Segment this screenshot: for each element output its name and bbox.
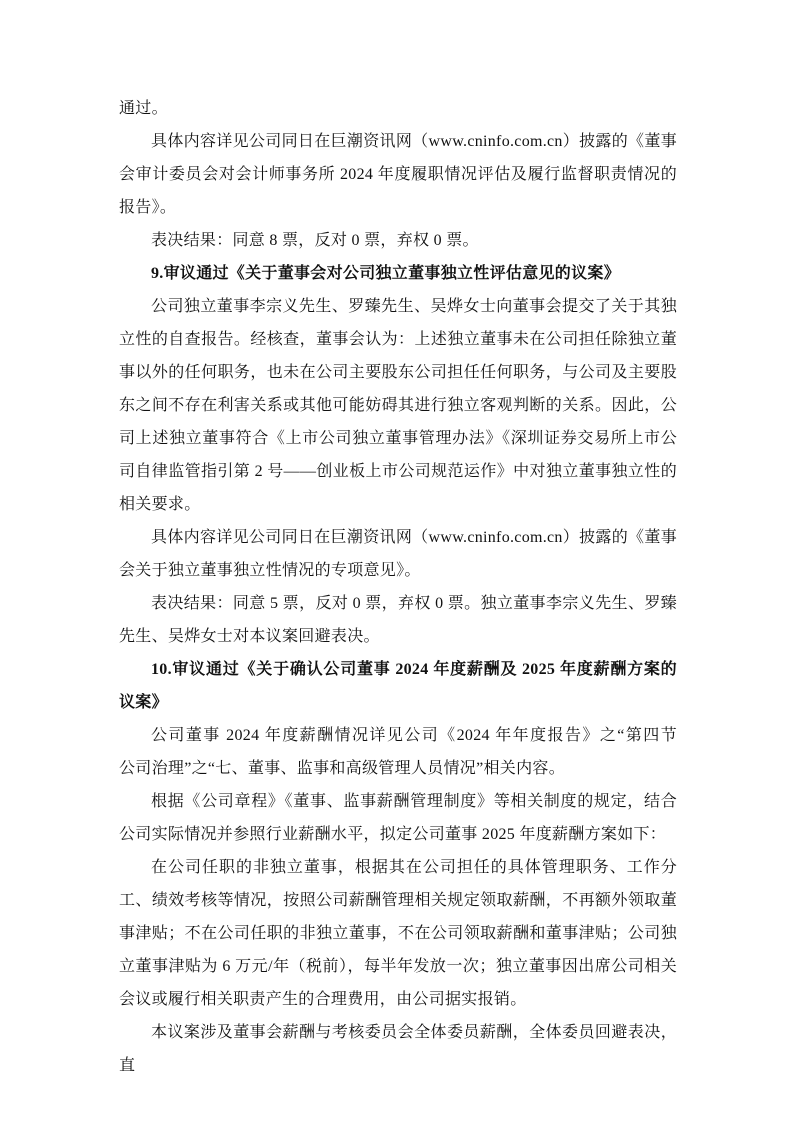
paragraph-item9-vote-result: 表决结果：同意 5 票，反对 0 票，弃权 0 票。独立董事李宗义先生、罗臻先生、吴烨女士对本议案回避表决。 (119, 595, 677, 645)
heading-item10: 10.审议通过《关于确认公司董事 2024 年度薪酬及 2025 年度薪酬方案的议案》 (119, 661, 677, 711)
heading-item9: 9.审议通过《关于董事会对公司独立董事独立性评估意见的议案》 (151, 265, 621, 282)
paragraph-item8-vote-result: 表决结果：同意 8 票，反对 0 票，弃权 0 票。 (151, 232, 479, 249)
paragraph-item8-disclosure: 具体内容详见公司同日在巨潮资讯网（www.cninfo.com.cn）披露的《董事会审计委员会对会计师事务所 2024 年度履职情况评估及履行监督职责情况的报告》。 (119, 133, 677, 216)
paragraph-item10-remuneration-2024: 公司董事 2024 年度薪酬情况详见公司《2024 年年度报告》之“第四节 公司治理”之“七、董事、监事和高级管理人员情况”相关内容。 (119, 727, 694, 777)
paragraph-item9-disclosure: 具体内容详见公司同日在巨潮资讯网（www.cninfo.com.cn）披露的《董事会关于独立董事独立性情况的专项意见》。 (119, 529, 677, 579)
paragraph-item9-content: 公司独立董事李宗义先生、罗臻先生、吴烨女士向董事会提交了关于其独立性的自查报告。经核查，董事会认为：上述独立董事未在公司担任除独立董事以外的任何职务，也未在公司主要股东公司担任任何职务，与公司及主要股东之间不存在利害关系或其他可能妨碍其进行独立客观判断的关系。因此，公司上述独立董事符合《上市公司独立董事管理办法》《深圳证券交易所上市公司自律监管指引第 2 号——创业板上市公司规范运作》中对独立董事独立性的相关要求。 (119, 298, 677, 513)
paragraph-item10-plan-basis: 根据《公司章程》《董事、监事薪酬管理制度》等相关制度的规定，结合公司实际情况并参照行业薪酬水平，拟定公司董事 2025 年度薪酬方案如下： (119, 793, 677, 843)
document-body (119, 92, 694, 1082)
paragraph-item10-plan-details: 在公司任职的非独立董事，根据其在公司担任的具体管理职务、工作分工、绩效考核等情况，按照公司薪酬管理相关规定领取薪酬，不再额外领取董事津贴；不在公司任职的非独立董事，不在公司领取薪酬和董事津贴；公司独立董事津贴为 6 万元/年（税前），每半年发放一次；独立董事因出席公司相关会议或履行相关职责产生的合理费用，由公司据实报销。 (119, 859, 677, 1008)
paragraph-item10-recusal-cutoff: 本议案涉及董事会薪酬与考核委员会全体委员薪酬，全体委员回避表决，直 (119, 1024, 677, 1074)
paragraph-continuation-tail: 通过。 (119, 100, 168, 117)
